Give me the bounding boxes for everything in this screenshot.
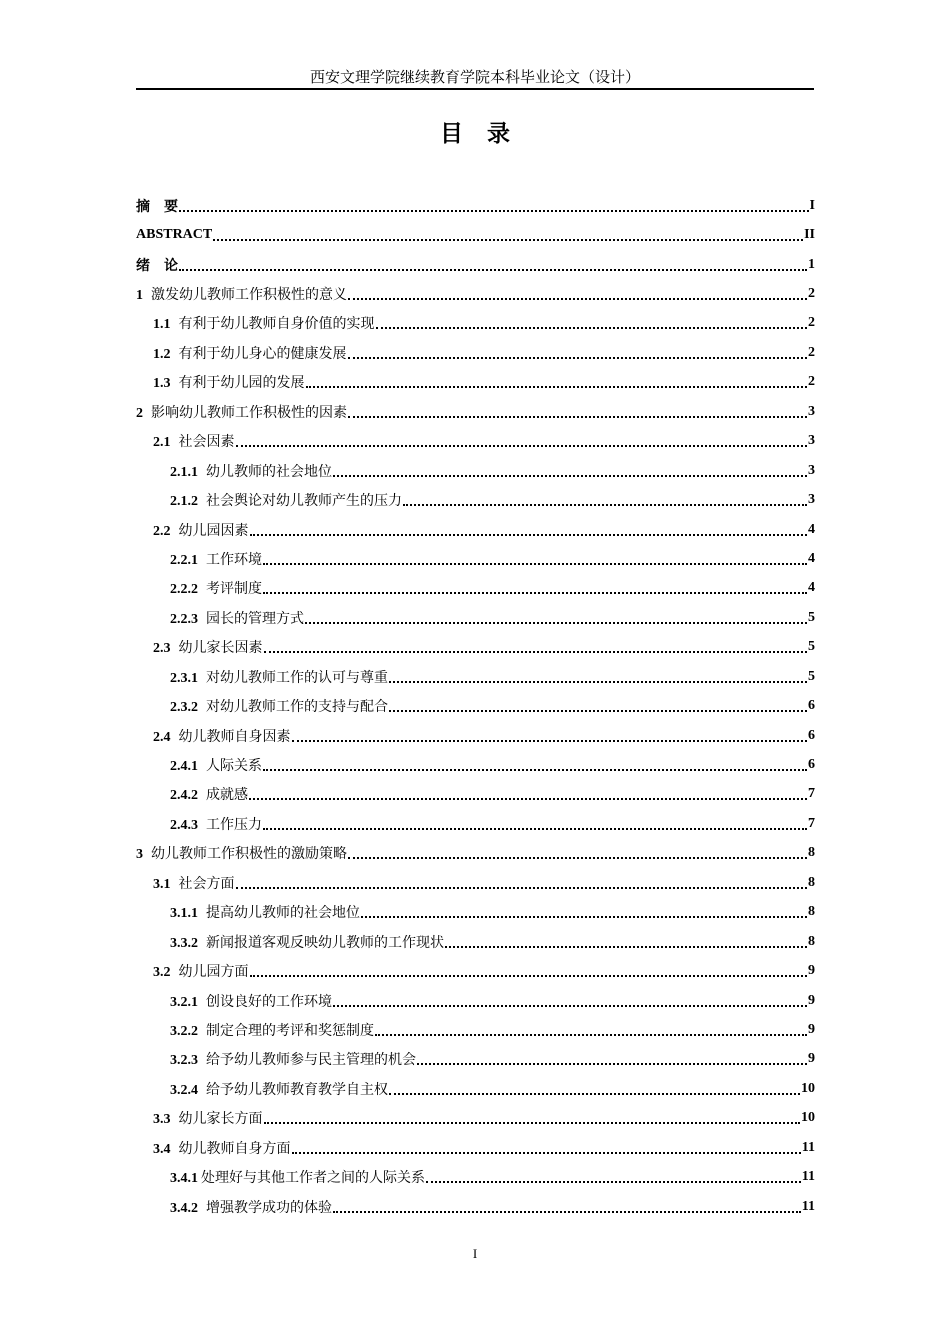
dot-leader (249, 798, 807, 800)
toc-entry-page: 11 (801, 1198, 815, 1214)
toc-entry-page: 7 (808, 786, 815, 802)
toc-entry[interactable] (136, 1192, 815, 1221)
toc-entry-label (170, 667, 388, 687)
dot-leader (375, 1034, 807, 1036)
toc-entry-label (170, 814, 262, 834)
running-header: 西安文理学院继续教育学院本科毕业论文（设计） (309, 68, 640, 86)
toc-entry-number: 3.2.1 (170, 994, 198, 1010)
dot-leader (389, 710, 807, 712)
toc-entry-page: 5 (808, 639, 815, 655)
toc-entry-label (170, 1020, 374, 1040)
toc-entry-page: 6 (808, 698, 815, 714)
dot-leader (333, 1211, 801, 1213)
toc-entry[interactable] (136, 809, 815, 838)
dot-leader (236, 445, 808, 447)
toc-entry-label (170, 1197, 332, 1217)
toc-entry-text: 有利于幼儿园的发展 (178, 375, 305, 392)
toc-entry-label (170, 461, 332, 481)
toc-entry-number: 2.2.1 (170, 552, 198, 568)
toc-entry-page: 4 (808, 550, 815, 566)
toc-entry[interactable] (136, 868, 815, 897)
dot-leader (389, 1093, 800, 1095)
dot-leader (348, 298, 807, 300)
toc-entry-text: 幼儿教师的社会地位 (206, 463, 332, 480)
toc-entry-number: 3.3 (153, 1112, 171, 1128)
toc-entry-text: 成就感 (206, 787, 248, 804)
toc-entry-text: 给予幼儿教师教育教学自主权 (206, 1081, 388, 1098)
dot-leader (445, 946, 807, 948)
toc-entry-text: 幼儿园因素 (178, 522, 249, 539)
toc-entry-label (170, 784, 248, 804)
toc-entry-number: 2.3.2 (170, 700, 198, 716)
toc-entry-page: 1 (808, 256, 815, 272)
toc-entry-text: 有利于幼儿身心的健康发展 (178, 345, 347, 362)
toc-entry-number: 3.2.2 (170, 1023, 198, 1039)
toc-entry-label (153, 726, 291, 746)
toc-entry-page: 2 (808, 344, 815, 360)
toc-entry[interactable] (136, 691, 815, 720)
toc-entry-page: 10 (801, 1080, 815, 1096)
toc-entry-label (136, 255, 178, 275)
toc-entry-number: 3.3.2 (170, 935, 198, 951)
toc-entry-number: 2.4.2 (170, 788, 198, 804)
dot-leader (292, 740, 808, 742)
dot-leader (263, 769, 807, 771)
toc-entry[interactable] (136, 1104, 815, 1133)
toc-entry-text: 激发幼儿教师工作积极性的意义 (151, 287, 347, 304)
dot-leader (348, 857, 807, 859)
toc-entry[interactable] (136, 574, 815, 603)
toc-entry-text: 社会方面 (178, 875, 235, 892)
toc-entry[interactable] (136, 750, 815, 779)
toc-entry-page: 9 (808, 963, 815, 979)
toc-entry[interactable] (136, 279, 815, 308)
toc-entry-text: 社会因素 (178, 434, 235, 451)
toc-entry-number: 3.4.1 (170, 1171, 198, 1187)
toc-entry-page: 9 (808, 1021, 815, 1037)
toc-entry-text: 幼儿家长方面 (178, 1111, 263, 1128)
toc-entry-label (153, 961, 249, 981)
toc-entry[interactable] (136, 633, 815, 662)
toc-entry-number: 3.1.1 (170, 906, 198, 922)
toc-entry-label (153, 343, 347, 363)
toc-entry-number: 2.1.1 (170, 464, 198, 480)
toc-entry-number: 3.4 (153, 1141, 171, 1157)
dot-leader (333, 475, 807, 477)
toc-entry[interactable] (136, 1162, 815, 1191)
toc-entry-text: ABSTRACT (136, 227, 213, 243)
toc-entry[interactable] (136, 603, 815, 632)
dot-leader (305, 622, 807, 624)
toc-entry-number: 2.1.2 (170, 494, 198, 510)
toc-entry-page: 6 (808, 727, 815, 743)
toc-entry[interactable] (136, 456, 815, 485)
toc-entry-number: 2.4.1 (170, 759, 198, 775)
toc-entry-label (153, 637, 263, 657)
toc-entry-number: 2.4 (153, 729, 171, 745)
dot-leader (376, 327, 808, 329)
dot-leader (236, 887, 808, 889)
toc-entry[interactable] (136, 544, 815, 573)
dot-leader (264, 1122, 801, 1124)
toc-entry-text: 人际关系 (206, 758, 262, 775)
toc-entry-text: 工作环境 (206, 551, 262, 568)
dot-leader (348, 357, 808, 359)
toc-entry-text: 给予幼儿教师参与民主管理的机会 (206, 1052, 416, 1069)
toc-entry[interactable] (136, 721, 815, 750)
toc-entry-page: 6 (808, 757, 815, 773)
toc-entry-page: 3 (808, 492, 815, 508)
toc-entry-number: 1.1 (153, 317, 171, 333)
toc-entry-text: 幼儿教师工作积极性的激励策略 (151, 846, 347, 863)
dot-leader (426, 1181, 801, 1183)
toc-entry-page: 2 (808, 286, 815, 302)
toc-entry[interactable] (136, 1074, 815, 1103)
toc-entry-page: 4 (808, 521, 815, 537)
toc-entry[interactable] (136, 191, 815, 220)
toc-entry-label (153, 372, 305, 392)
toc-entry-label (170, 1079, 388, 1099)
toc-entry-page: 9 (808, 992, 815, 1008)
toc-entry-text: 创设良好的工作环境 (206, 993, 332, 1010)
toc-entry-text: 幼儿家长因素 (178, 640, 263, 657)
toc-entry-label (153, 1138, 291, 1158)
toc-entry-text: 园长的管理方式 (206, 610, 304, 627)
toc-entry-page: 3 (808, 403, 815, 419)
toc-entry-label (170, 549, 262, 569)
toc-entry-label (153, 313, 375, 333)
toc-entry-text: 有利于幼儿教师自身价值的实现 (178, 316, 375, 333)
toc-entry-page: 2 (808, 374, 815, 390)
toc-entry-text: 绪 论 (136, 257, 178, 274)
dot-leader (361, 916, 807, 918)
toc-entry-page: 8 (808, 904, 815, 920)
table-of-contents (136, 191, 815, 1221)
page-number: I (472, 1246, 478, 1261)
toc-entry-text: 工作压力 (206, 816, 262, 833)
dot-leader (179, 269, 807, 271)
dot-leader (348, 416, 807, 418)
toc-entry-text: 提高幼儿教师的社会地位 (206, 905, 360, 922)
toc-entry-label (153, 520, 249, 540)
toc-entry-number: 2.2.3 (170, 611, 198, 627)
toc-entry[interactable] (136, 839, 815, 868)
dot-leader (263, 828, 807, 830)
toc-entry[interactable] (136, 927, 815, 956)
toc-entry-page: 3 (808, 462, 815, 478)
toc-entry-number: 2.2.2 (170, 582, 198, 598)
toc-entry-number: 2 (136, 405, 143, 421)
toc-entry-text: 考评制度 (206, 581, 262, 598)
toc-entry-page: 5 (808, 609, 815, 625)
toc-entry-number: 1.3 (153, 376, 171, 392)
dot-leader (306, 386, 808, 388)
toc-entry-text: 对幼儿教师工作的认可与尊重 (206, 669, 388, 686)
toc-entry-page: 5 (808, 668, 815, 684)
dot-leader (263, 592, 807, 594)
toc-entry[interactable] (136, 1015, 815, 1044)
dot-leader (263, 563, 807, 565)
toc-entry-text: 幼儿教师自身因素 (178, 728, 291, 745)
dot-leader (179, 210, 809, 212)
dot-leader (292, 1152, 801, 1154)
toc-entry-number: 3 (136, 847, 143, 863)
toc-entry-label (170, 1167, 425, 1187)
toc-entry-number: 3.4.2 (170, 1200, 198, 1216)
toc-entry[interactable] (136, 780, 815, 809)
toc-entry[interactable] (136, 368, 815, 397)
toc-entry-number: 2.4.3 (170, 817, 198, 833)
toc-entry[interactable] (136, 1045, 815, 1074)
toc-entry-page: 11 (801, 1169, 815, 1185)
toc-entry-page: 11 (801, 1139, 815, 1155)
toc-entry[interactable] (136, 250, 815, 279)
toc-entry-number: 2.3.1 (170, 670, 198, 686)
toc-entry-page: 7 (808, 815, 815, 831)
dot-leader (264, 651, 808, 653)
toc-entry-text: 幼儿园方面 (178, 964, 249, 981)
toc-entry-text: 新闻报道客观反映幼儿教师的工作现状 (206, 934, 444, 951)
dot-leader (213, 239, 803, 241)
toc-entry-number: 3.2.4 (170, 1082, 198, 1098)
toc-entry[interactable] (136, 956, 815, 985)
toc-entry[interactable] (136, 338, 815, 367)
toc-entry-page: 8 (808, 845, 815, 861)
dot-leader (417, 1063, 807, 1065)
dot-leader (333, 1005, 807, 1007)
toc-entry[interactable] (136, 515, 815, 544)
toc-entry-text: 对幼儿教师工作的支持与配合 (206, 699, 388, 716)
toc-entry-page: 8 (808, 874, 815, 890)
toc-entry-number: 2.1 (153, 435, 171, 451)
toc-entry-text: 处理好与其他工作者之间的人际关系 (201, 1170, 425, 1187)
toc-entry-number: 3.2 (153, 965, 171, 981)
toc-entry-number: 3.2.3 (170, 1053, 198, 1069)
toc-entry-text: 制定合理的考评和奖惩制度 (206, 1022, 374, 1039)
toc-entry-page: 9 (808, 1051, 815, 1067)
toc-entry-label (153, 873, 235, 893)
toc-entry-page: 4 (808, 580, 815, 596)
toc-entry-page: I (809, 197, 815, 213)
dot-leader (389, 681, 807, 683)
toc-entry-text: 社会舆论对幼儿教师产生的压力 (206, 493, 402, 510)
toc-entry-number: 1 (136, 288, 143, 304)
toc-entry-page: 2 (808, 315, 815, 331)
toc-entry[interactable] (136, 397, 815, 426)
dot-leader (403, 504, 807, 506)
toc-entry-label (170, 991, 332, 1011)
toc-entry-page: 3 (808, 433, 815, 449)
toc-entry-label (170, 490, 402, 510)
toc-entry-label (170, 696, 388, 716)
header-rule (136, 88, 814, 90)
dot-leader (250, 534, 808, 536)
toc-entry-label (170, 608, 304, 628)
toc-entry-label (136, 284, 347, 304)
toc-entry-number: 2.3 (153, 641, 171, 657)
toc-entry-label (136, 227, 212, 243)
toc-entry-text: 增强教学成功的体验 (206, 1199, 332, 1216)
toc-entry[interactable] (136, 485, 815, 514)
toc-entry-page: 8 (808, 933, 815, 949)
toc-entry-label (136, 196, 178, 216)
toc-entry-number: 2.2 (153, 523, 171, 539)
toc-entry-text: 影响幼儿教师工作积极性的因素 (151, 404, 347, 421)
dot-leader (250, 975, 808, 977)
toc-entry-label (136, 402, 347, 422)
toc-entry-label (170, 578, 262, 598)
toc-entry[interactable] (136, 986, 815, 1015)
toc-entry-page: II (804, 227, 815, 243)
toc-title: 目录 (440, 121, 534, 147)
toc-entry[interactable] (136, 1133, 815, 1162)
toc-entry-label (170, 932, 444, 952)
toc-entry[interactable] (136, 427, 815, 456)
toc-entry[interactable] (136, 662, 815, 691)
toc-entry-label (153, 431, 235, 451)
toc-entry-number: 1.2 (153, 346, 171, 362)
toc-entry-text: 幼儿教师自身方面 (178, 1140, 291, 1157)
toc-entry[interactable] (136, 220, 815, 249)
toc-entry-text: 摘 要 (136, 198, 178, 215)
toc-entry-label (170, 1049, 416, 1069)
toc-entry-page: 10 (801, 1110, 815, 1126)
toc-entry-number: 3.1 (153, 876, 171, 892)
toc-entry[interactable] (136, 898, 815, 927)
toc-entry-label (153, 1108, 263, 1128)
toc-entry-label (136, 843, 347, 863)
toc-entry-label (170, 755, 262, 775)
toc-entry-label (170, 902, 360, 922)
toc-entry[interactable] (136, 309, 815, 338)
